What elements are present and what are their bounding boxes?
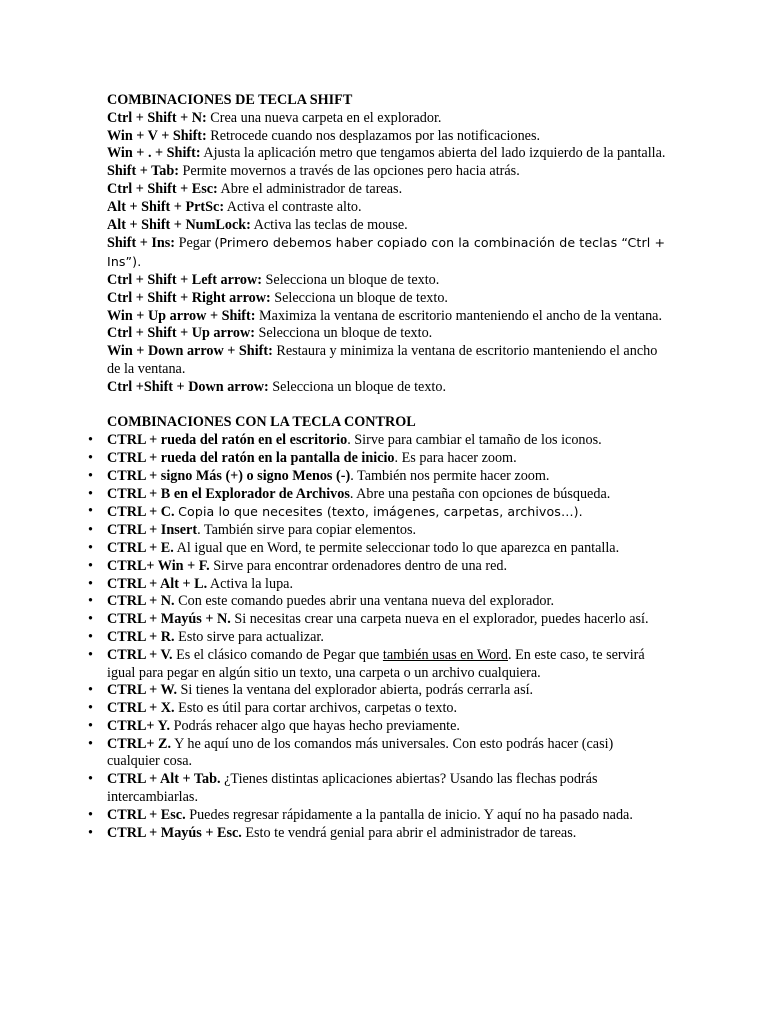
control-shortcut-item (88, 467, 667, 486)
shortcut-keys: CTRL + W. (107, 682, 177, 699)
shortcut-keys: CTRL+ Win + F. (107, 557, 210, 574)
bullet-icon: • (88, 485, 93, 502)
shortcut-description: . Es para hacer zoom. (394, 449, 517, 466)
shortcut-description: . Abre una pestaña con opciones de búsqueda. (349, 485, 611, 502)
bullet-icon: • (88, 449, 93, 466)
shortcut-description-continued: . En este caso, te servirá igual para pegar en algún sitio un texto, una carpeta o un archivo cualquiera. (107, 646, 645, 681)
shortcut-description: Si tienes la ventana del explorador abierta, podrás cerrarla así. (177, 682, 534, 699)
shift-shortcut-row (107, 110, 667, 128)
shortcut-description: Con este comando puedes abrir una ventana nueva del explorador. (174, 593, 554, 610)
shortcut-keys: CTRL + N. (107, 593, 175, 610)
shortcut-keys: CTRL + signo Más (+) o signo Menos (-) (107, 467, 351, 484)
control-shortcut-item (88, 485, 667, 504)
shortcut-note: (Primero debemos haber copiado con la combinación de teclas “Ctrl + Ins”). (107, 235, 666, 270)
control-shortcut-list (88, 432, 667, 842)
shift-shortcut-row (107, 272, 667, 290)
control-shortcut-item (88, 449, 667, 468)
shortcut-description: Abre el administrador de tareas. (217, 180, 403, 197)
shortcut-keys: CTRL + Alt + L. (107, 575, 208, 592)
shortcut-description: Maximiza la ventana de escritorio manteniendo el ancho de la ventana. (255, 307, 663, 324)
shortcut-description: Selecciona un bloque de texto. (254, 325, 433, 342)
shortcut-description: Pegar (175, 235, 215, 252)
control-shortcut-item (88, 432, 667, 450)
control-shortcut-item (88, 717, 667, 736)
bullet-icon: • (88, 771, 93, 788)
shortcut-description: Al igual que en Word, te permite seleccionar todo lo que aparezca en pantalla. (173, 539, 620, 556)
shortcut-description: . También sirve para copiar elementos. (197, 522, 417, 539)
shift-shortcut-row (107, 217, 667, 235)
shortcut-description: Crea una nueva carpeta en el explorador. (206, 109, 442, 126)
control-shortcut-item (88, 539, 667, 558)
shortcut-keys: Ctrl + Shift + Esc: (107, 180, 218, 197)
control-shortcut-item (88, 503, 667, 522)
shift-shortcut-row (107, 325, 667, 343)
shortcut-keys: CTRL + rueda del ratón en la pantalla de inicio (107, 449, 395, 466)
control-shortcut-item (88, 611, 667, 629)
shift-shortcut-row (107, 145, 667, 163)
bullet-icon: • (88, 628, 93, 645)
bullet-icon: • (88, 522, 93, 539)
control-shortcut-item (88, 646, 667, 683)
control-section-title: COMBINACIONES CON LA TECLA CONTROL (107, 414, 416, 431)
shortcut-description: Selecciona un bloque de texto. (262, 271, 440, 288)
bullet-icon: • (88, 575, 93, 592)
shortcut-keys: CTRL + Mayús + Esc. (107, 824, 242, 841)
shortcut-keys: Win + Down arrow + Shift: (107, 343, 273, 360)
shortcut-keys: Ctrl + Shift + Left arrow: (107, 271, 262, 288)
shift-shortcut-row (107, 181, 667, 199)
shortcut-description: Selecciona un bloque de texto. (268, 378, 447, 395)
shortcut-description: . También nos permite hacer zoom. (350, 467, 550, 484)
bullet-icon: • (88, 682, 93, 699)
bullet-icon: • (88, 806, 93, 823)
control-shortcut-item (88, 557, 667, 576)
control-shortcut-item (88, 682, 667, 700)
shortcut-keys: CTRL + Insert (107, 522, 198, 539)
shortcut-description: Retrocede cuando nos desplazamos por las notificaciones. (206, 127, 541, 144)
control-shortcut-item (88, 771, 667, 807)
shortcut-description: Restaura y minimiza la ventana de escritorio manteniendo el ancho de la ventana. (107, 343, 658, 377)
shift-shortcut-row (107, 343, 667, 379)
shortcut-keys: CTRL + Alt + Tab. (107, 771, 221, 788)
shortcut-description: Y he aquí uno de los comandos más universales. Con esto podrás hacer (casi) cualquier cosa. (107, 735, 614, 770)
shortcut-keys: Win + Up arrow + Shift: (107, 307, 256, 324)
shortcut-keys: CTRL + Esc. (107, 806, 186, 823)
shortcut-description: Esto te vendrá genial para abrir el administrador de tareas. (241, 824, 577, 841)
shift-shortcut-row (107, 128, 667, 146)
shift-shortcut-row (107, 290, 667, 308)
shortcut-description: Activa el contraste alto. (224, 198, 362, 215)
shortcut-keys: CTRL + X. (107, 700, 175, 717)
shift-shortcut-row (107, 199, 667, 217)
shortcut-description: Activa la lupa. (207, 575, 294, 592)
shortcut-keys: CTRL + V. (107, 646, 173, 663)
shortcut-keys: Alt + Shift + NumLock: (107, 216, 251, 233)
shortcut-description: Es el clásico comando de Pegar que (172, 646, 383, 663)
control-shortcut-item (88, 575, 667, 594)
shortcut-description: Sirve para encontrar ordenadores dentro de una red. (209, 557, 508, 574)
document-content (88, 92, 667, 842)
shift-shortcut-row (107, 234, 667, 272)
bullet-icon: • (88, 824, 93, 841)
shortcut-keys: Shift + Ins: (107, 235, 176, 252)
word-link[interactable]: también usas en Word (382, 646, 508, 663)
bullet-icon: • (88, 735, 93, 752)
shift-shortcut-list (107, 110, 667, 397)
shortcut-keys: CTRL + R. (107, 628, 175, 645)
shortcut-keys: Ctrl + Shift + N: (107, 109, 207, 126)
shortcut-note: Copia lo que necesites (texto, imágenes, carpetas, archivos…). (178, 504, 583, 520)
control-shortcut-item (88, 522, 667, 540)
control-shortcut-item (88, 628, 667, 647)
shortcut-description: Esto sirve para actualizar. (174, 628, 324, 645)
shortcut-description: Puedes regresar rápidamente a la pantalla de inicio. Y aquí no ha pasado nada. (185, 806, 633, 823)
bullet-icon: • (88, 467, 93, 484)
shift-section-title: COMBINACIONES DE TECLA SHIFT (107, 92, 353, 108)
shortcut-description: Selecciona un bloque de texto. (270, 289, 448, 306)
bullet-icon: • (88, 646, 93, 663)
section-spacer (107, 397, 667, 415)
control-shortcut-item (88, 700, 667, 718)
shortcut-keys: Alt + Shift + PrtSc: (107, 198, 225, 215)
shortcut-description: Si necesitas crear una carpeta nueva en el explorador, puedes hacerlo así. (230, 611, 649, 628)
bullet-icon: • (88, 593, 93, 610)
control-shortcut-item (88, 593, 667, 611)
shift-shortcut-row (107, 308, 667, 326)
shortcut-keys: Win + V + Shift: (107, 127, 207, 144)
shift-shortcut-row (107, 163, 667, 181)
shortcut-keys: Ctrl + Shift + Right arrow: (107, 289, 271, 306)
shortcut-description: Activa las teclas de mouse. (250, 216, 408, 233)
bullet-icon: • (88, 539, 93, 556)
shortcut-description: . Sirve para cambiar el tamaño de los iconos. (347, 432, 602, 449)
shortcut-keys: CTRL+ Y. (107, 717, 171, 734)
bullet-icon: • (88, 611, 93, 628)
shortcut-description: Permite movernos a través de las opciones pero hacia atrás. (178, 163, 520, 180)
shortcut-description: Esto es útil para cortar archivos, carpetas o texto. (174, 700, 458, 717)
shortcut-keys: CTRL + Mayús + N. (107, 611, 231, 628)
shortcut-keys: Shift + Tab: (107, 163, 179, 180)
shortcut-keys: CTRL + E. (107, 539, 174, 556)
control-shortcut-item (88, 735, 667, 772)
bullet-icon: • (88, 503, 93, 520)
control-shortcut-item (88, 824, 667, 843)
shortcut-keys: Ctrl +Shift + Down arrow: (107, 378, 269, 395)
control-shortcut-item (88, 806, 667, 825)
shortcut-description: ¿Tienes distintas aplicaciones abiertas? Usando las flechas podrás intercambiarlas. (107, 771, 598, 806)
bullet-icon: • (88, 717, 93, 734)
shortcut-description: Podrás rehacer algo que hayas hecho previamente. (170, 717, 460, 734)
bullet-icon: • (88, 700, 93, 717)
shortcut-keys: CTRL + C. (107, 504, 175, 521)
shortcut-description: Ajusta la aplicación metro que tengamos abierta del lado izquierdo de la pantalla. (200, 145, 666, 162)
shortcut-keys: CTRL+ Z. (107, 735, 172, 752)
shortcut-keys: CTRL + rueda del ratón en el escritorio (107, 432, 348, 449)
shortcut-keys: CTRL + B en el Explorador de Archivos (107, 485, 350, 502)
bullet-icon: • (88, 557, 93, 574)
shortcut-keys: Win + . + Shift: (107, 145, 201, 162)
shift-shortcut-row (107, 379, 667, 397)
bullet-icon: • (88, 432, 93, 449)
shortcut-keys: Ctrl + Shift + Up arrow: (107, 325, 255, 342)
